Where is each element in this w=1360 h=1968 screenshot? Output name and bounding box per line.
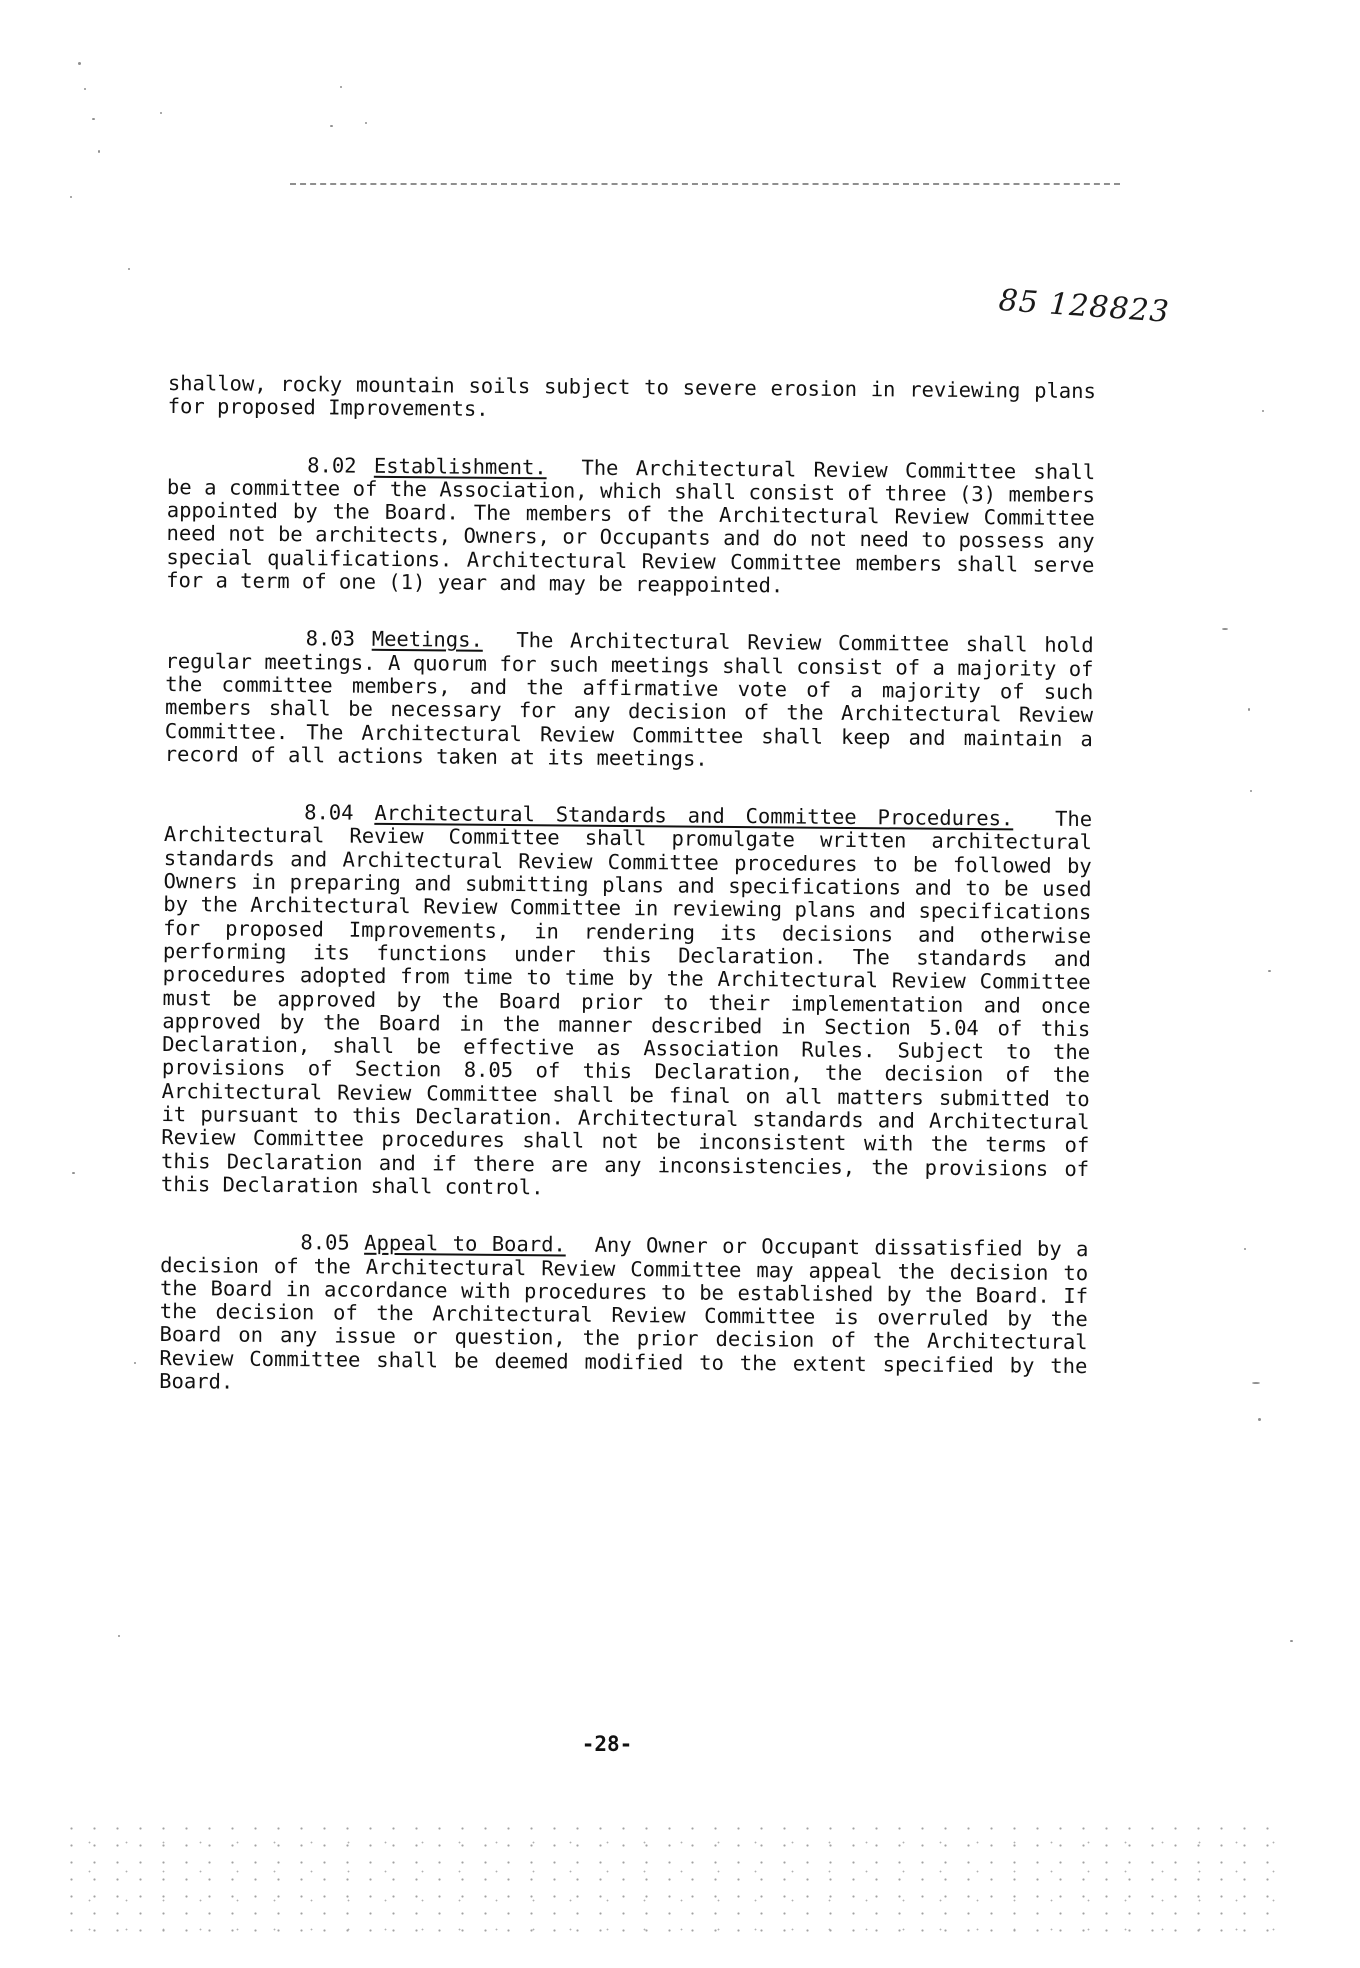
scan-speck [1248,708,1250,711]
section-text: The Architectural Review Committee shall hold regular meetings. A quorum for such meetings shall consist of a majority of the committee members, and the affirmative vote of a majority of such members shall be necessary for any decision of the Architectural Review Committee. The Architectural Review Committee shall keep and maintain a record of all actions taken at its meetings. [164,628,1094,771]
scan-speck [118,1635,120,1637]
scan-speck [365,122,367,124]
scan-speck [1268,970,1271,972]
scan-noise-band [60,1820,1280,1940]
scan-speck [1250,790,1252,792]
scan-speck [330,125,333,127]
section-8-02 [166,453,1095,601]
scan-speck [1290,1640,1293,1642]
section-8-04 [161,800,1092,1204]
section-heading: Appeal to Board. [364,1230,566,1257]
scan-speck [1222,628,1228,630]
section-number: 8.02 [307,452,357,478]
paragraph-text: shallow, rocky mountain soils subject to severe erosion in reviewing plans for proposed Improvements. [167,371,1096,422]
section-heading: Establishment. [373,453,547,479]
scan-speck [98,150,100,153]
scan-speck [128,268,130,270]
section-text: The Architectural Review Committee shall be a committee of the Association, which shall consist of three (3) members appointed by the Board. The members of the Architectural Review Committee need not be architects, Owners, or Occupants and do not need to possess any special qualifications. Architectural Review Committee members shall serve for a term of one (1) year and may be reappointed. [166,455,1096,598]
section-text: Any Owner or Occupant dissatisfied by a decision of the Architectural Review Committee may appeal the decision to the Board in accordance with procedures to be established by the Board. If the decision of the Architectural Review Committee is overruled by the Board on any issue or question, the prior decision of the Architectural Review Committee shall be deemed modified to the extent specified by the Board. [159,1232,1089,1394]
section-8-05 [159,1230,1088,1401]
scan-speck [160,112,162,114]
scan-top-rule [290,183,1120,185]
scan-speck [134,1362,136,1364]
scan-speck [78,62,81,65]
section-heading: Architectural Standards and Committee Procedures. [374,800,1014,831]
section-number: 8.03 [305,626,356,652]
section-number: 8.04 [304,800,354,825]
paragraph-continuation [168,372,1096,427]
scan-speck [84,88,86,90]
scan-speck [340,86,342,88]
page-number: -28- [581,1732,633,1756]
scan-speck [92,118,95,120]
scan-speck [70,196,72,198]
recording-number-stamp: 85 128823 [997,283,1171,330]
scan-speck [1252,1382,1260,1384]
scan-speck [1262,410,1264,412]
scan-speck [1258,1418,1261,1421]
section-text: The Architectural Review Committee shall promulgate written architectural standards and Architectural Review Committee procedures to be followed by Owners in preparing and submitting plans and specifications and to be used by the Architectural Review Committee in reviewing plans and specifications for proposed Improvements, in rendering its decisions and otherwise performing its functions under this Declaration. The standards and procedures adopted from time to time by the Architectural Review Committee must be approved by the Board prior to their implementation and once approved by the Board in the manner described in Section 5.04 of this Declaration, shall be effective as Association Rules. Subject to the provisions of Section 8.05 of this Declaration, the decision of the Architectural Review Committee shall be final on all matters submitted to it pursuant to this Declaration. Architectural standards and Architectural Review Committee procedures shall not be inconsistent with the terms of this Declaration and if there are any inconsistencies, the provisions of this Declaration shall control. [160,806,1093,1200]
document-body [159,372,1096,1435]
section-8-03 [165,626,1094,774]
scan-speck [1244,1248,1246,1250]
scan-speck [72,1172,75,1174]
section-number: 8.05 [300,1230,350,1255]
section-heading: Meetings. [371,627,483,653]
